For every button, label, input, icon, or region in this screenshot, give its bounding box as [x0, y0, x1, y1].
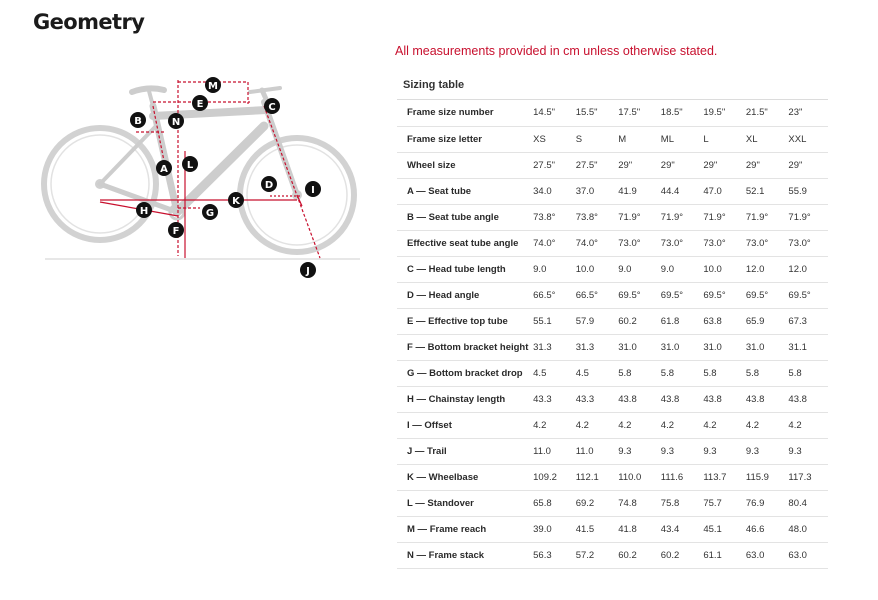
table-cell: L [700, 126, 743, 152]
table-cell: 4.2 [530, 412, 573, 438]
table-cell: 15.5" [573, 100, 616, 126]
row-label: E — Effective top tube [397, 308, 530, 334]
table-cell: 52.1 [743, 178, 786, 204]
row-label: G — Bottom bracket drop [397, 360, 530, 386]
svg-text:M: M [208, 81, 218, 92]
table-cell: 65.9 [743, 308, 786, 334]
table-row [397, 282, 828, 308]
row-label: Wheel size [397, 152, 530, 178]
table-cell: 69.5° [743, 282, 786, 308]
table-cell: 34.0 [530, 178, 573, 204]
table-cell: 43.8 [785, 386, 828, 412]
table-cell: 66.5° [573, 282, 616, 308]
table-cell: 43.4 [658, 516, 701, 542]
table-cell: 29" [785, 152, 828, 178]
table-row [397, 334, 828, 360]
table-cell: 9.0 [615, 256, 658, 282]
table-cell: 45.1 [700, 516, 743, 542]
table-cell: 4.2 [615, 412, 658, 438]
table-cell: M [615, 126, 658, 152]
table-cell: 19.5" [700, 100, 743, 126]
table-row [397, 178, 828, 204]
row-label: K — Wheelbase [397, 464, 530, 490]
row-label: J — Trail [397, 438, 530, 464]
table-cell: 110.0 [615, 464, 658, 490]
table-cell: XS [530, 126, 573, 152]
table-row [397, 464, 828, 490]
svg-text:F: F [172, 226, 180, 237]
marker-C [264, 98, 280, 114]
table-cell: 73.0° [658, 230, 701, 256]
table-row [397, 152, 828, 178]
table-cell: 71.9° [615, 204, 658, 230]
table-cell: 63.0 [785, 542, 828, 568]
table-cell: 29" [743, 152, 786, 178]
table-cell: 57.9 [573, 308, 616, 334]
marker-D [261, 176, 277, 192]
table-cell: 9.3 [615, 438, 658, 464]
svg-text:D: D [264, 180, 274, 191]
svg-text:C: C [268, 102, 276, 113]
row-label: D — Head angle [397, 282, 530, 308]
table-cell: 71.9° [700, 204, 743, 230]
measurement-notice: All measurements provided in cm unless otherwise stated. [395, 44, 718, 58]
table-cell: 14.5" [530, 100, 573, 126]
table-cell: 61.8 [658, 308, 701, 334]
table-cell: XL [743, 126, 786, 152]
svg-text:N: N [171, 117, 181, 128]
table-cell: 73.8° [573, 204, 616, 230]
table-cell: 63.0 [743, 542, 786, 568]
table-cell: 4.2 [700, 412, 743, 438]
table-cell: 5.8 [743, 360, 786, 386]
svg-text:K: K [232, 196, 240, 207]
row-label: I — Offset [397, 412, 530, 438]
table-cell: 75.8 [658, 490, 701, 516]
table-cell: 43.8 [658, 386, 701, 412]
marker-I [305, 181, 321, 197]
svg-text:A: A [160, 164, 168, 175]
table-cell: 39.0 [530, 516, 573, 542]
row-label: Effective seat tube angle [397, 230, 530, 256]
table-cell: 63.8 [700, 308, 743, 334]
table-cell: 71.9° [658, 204, 701, 230]
table-cell: 56.3 [530, 542, 573, 568]
table-cell: 18.5" [658, 100, 701, 126]
table-cell: 27.5" [573, 152, 616, 178]
table-cell: 74.0° [573, 230, 616, 256]
table-row [397, 412, 828, 438]
table-cell: 9.3 [785, 438, 828, 464]
table-cell: 60.2 [658, 542, 701, 568]
table-cell: 29" [700, 152, 743, 178]
table-row [397, 230, 828, 256]
table-cell: 73.0° [743, 230, 786, 256]
table-cell: 9.0 [530, 256, 573, 282]
table-cell: 4.2 [785, 412, 828, 438]
table-cell: 31.0 [658, 334, 701, 360]
row-label: M — Frame reach [397, 516, 530, 542]
table-cell: 23" [785, 100, 828, 126]
table-cell: 57.2 [573, 542, 616, 568]
table-cell: 44.4 [658, 178, 701, 204]
table-cell: 31.3 [530, 334, 573, 360]
table-cell: 41.8 [615, 516, 658, 542]
table-cell: 69.5° [785, 282, 828, 308]
table-cell: 47.0 [700, 178, 743, 204]
table-cell: 43.3 [573, 386, 616, 412]
table-cell: 27.5" [530, 152, 573, 178]
table-cell: 31.0 [615, 334, 658, 360]
table-cell: 109.2 [530, 464, 573, 490]
marker-G [202, 204, 218, 220]
marker-A [156, 160, 172, 176]
table-cell: 73.0° [615, 230, 658, 256]
table-cell: 113.7 [700, 464, 743, 490]
table-cell: 117.3 [785, 464, 828, 490]
table-cell: 17.5" [615, 100, 658, 126]
table-cell: 43.8 [700, 386, 743, 412]
table-cell: 69.5° [700, 282, 743, 308]
table-row [397, 360, 828, 386]
page-title: Geometry [33, 10, 145, 34]
table-cell: 9.0 [658, 256, 701, 282]
table-cell: 29" [615, 152, 658, 178]
table-row [397, 490, 828, 516]
table-cell: 75.7 [700, 490, 743, 516]
marker-J [300, 262, 316, 278]
table-cell: 12.0 [785, 256, 828, 282]
table-cell: 12.0 [743, 256, 786, 282]
table-cell: XXL [785, 126, 828, 152]
table-cell: 55.9 [785, 178, 828, 204]
svg-text:I: I [311, 185, 315, 196]
table-cell: 112.1 [573, 464, 616, 490]
row-label: N — Frame stack [397, 542, 530, 568]
marker-B [130, 112, 146, 128]
table-cell: 73.8° [530, 204, 573, 230]
table-cell: 29" [658, 152, 701, 178]
row-label: Frame size letter [397, 126, 530, 152]
table-cell: 41.5 [573, 516, 616, 542]
table-cell: 37.0 [573, 178, 616, 204]
sizing-table-section [397, 70, 828, 569]
table-cell: 5.8 [658, 360, 701, 386]
table-cell: S [573, 126, 616, 152]
table-cell: 66.5° [530, 282, 573, 308]
table-cell: 31.3 [573, 334, 616, 360]
table-cell: 41.9 [615, 178, 658, 204]
marker-H [136, 202, 152, 218]
svg-text:J: J [306, 266, 310, 277]
marker-M [205, 77, 221, 93]
table-cell: 5.8 [700, 360, 743, 386]
table-cell: 9.3 [658, 438, 701, 464]
table-cell: 69.2 [573, 490, 616, 516]
marker-L [182, 156, 198, 172]
marker-F [168, 222, 184, 238]
row-label: C — Head tube length [397, 256, 530, 282]
bike-geometry-diagram [40, 66, 370, 296]
table-cell: 4.5 [573, 360, 616, 386]
row-label: H — Chainstay length [397, 386, 530, 412]
table-cell: 31.1 [785, 334, 828, 360]
table-cell: 10.0 [573, 256, 616, 282]
table-row [397, 308, 828, 334]
table-cell: 5.8 [615, 360, 658, 386]
table-cell: 46.6 [743, 516, 786, 542]
table-cell: 4.2 [743, 412, 786, 438]
marker-E [192, 95, 208, 111]
table-row [397, 204, 828, 230]
table-cell: 43.8 [615, 386, 658, 412]
table-cell: 48.0 [785, 516, 828, 542]
table-cell: 69.5° [658, 282, 701, 308]
row-label: A — Seat tube [397, 178, 530, 204]
table-row [397, 542, 828, 568]
row-label: F — Bottom bracket height [397, 334, 530, 360]
table-cell: 4.2 [658, 412, 701, 438]
table-cell: 74.0° [530, 230, 573, 256]
svg-text:H: H [139, 206, 149, 217]
table-cell: 60.2 [615, 308, 658, 334]
table-cell: 10.0 [700, 256, 743, 282]
marker-N [168, 113, 184, 129]
table-cell: 4.5 [530, 360, 573, 386]
svg-text:L: L [186, 160, 194, 171]
table-cell: 55.1 [530, 308, 573, 334]
table-cell: 9.3 [743, 438, 786, 464]
table-cell: 80.4 [785, 490, 828, 516]
table-cell: 31.0 [700, 334, 743, 360]
marker-K [228, 192, 244, 208]
table-cell: 9.3 [700, 438, 743, 464]
table-caption: Sizing table [397, 70, 828, 100]
row-label: B — Seat tube angle [397, 204, 530, 230]
table-cell: 74.8 [615, 490, 658, 516]
table-row [397, 126, 828, 152]
table-row [397, 438, 828, 464]
table-row [397, 256, 828, 282]
table-cell: 61.1 [700, 542, 743, 568]
table-cell: 21.5" [743, 100, 786, 126]
table-cell: 115.9 [743, 464, 786, 490]
table-cell: ML [658, 126, 701, 152]
table-cell: 73.0° [700, 230, 743, 256]
table-cell: 5.8 [785, 360, 828, 386]
table-cell: 71.9° [785, 204, 828, 230]
table-cell: 11.0 [573, 438, 616, 464]
table-cell: 67.3 [785, 308, 828, 334]
table-cell: 4.2 [573, 412, 616, 438]
row-label: Frame size number [397, 100, 530, 126]
table-row [397, 516, 828, 542]
sizing-table [397, 100, 828, 569]
table-cell: 111.6 [658, 464, 701, 490]
svg-text:E: E [196, 99, 204, 110]
table-cell: 60.2 [615, 542, 658, 568]
table-row [397, 386, 828, 412]
table-cell: 11.0 [530, 438, 573, 464]
table-row [397, 100, 828, 126]
table-cell: 69.5° [615, 282, 658, 308]
row-label: L — Standover [397, 490, 530, 516]
table-cell: 76.9 [743, 490, 786, 516]
svg-text:B: B [134, 116, 142, 127]
table-cell: 65.8 [530, 490, 573, 516]
table-cell: 43.3 [530, 386, 573, 412]
table-cell: 71.9° [743, 204, 786, 230]
table-cell: 31.0 [743, 334, 786, 360]
svg-text:G: G [205, 208, 215, 219]
table-cell: 43.8 [743, 386, 786, 412]
table-cell: 73.0° [785, 230, 828, 256]
